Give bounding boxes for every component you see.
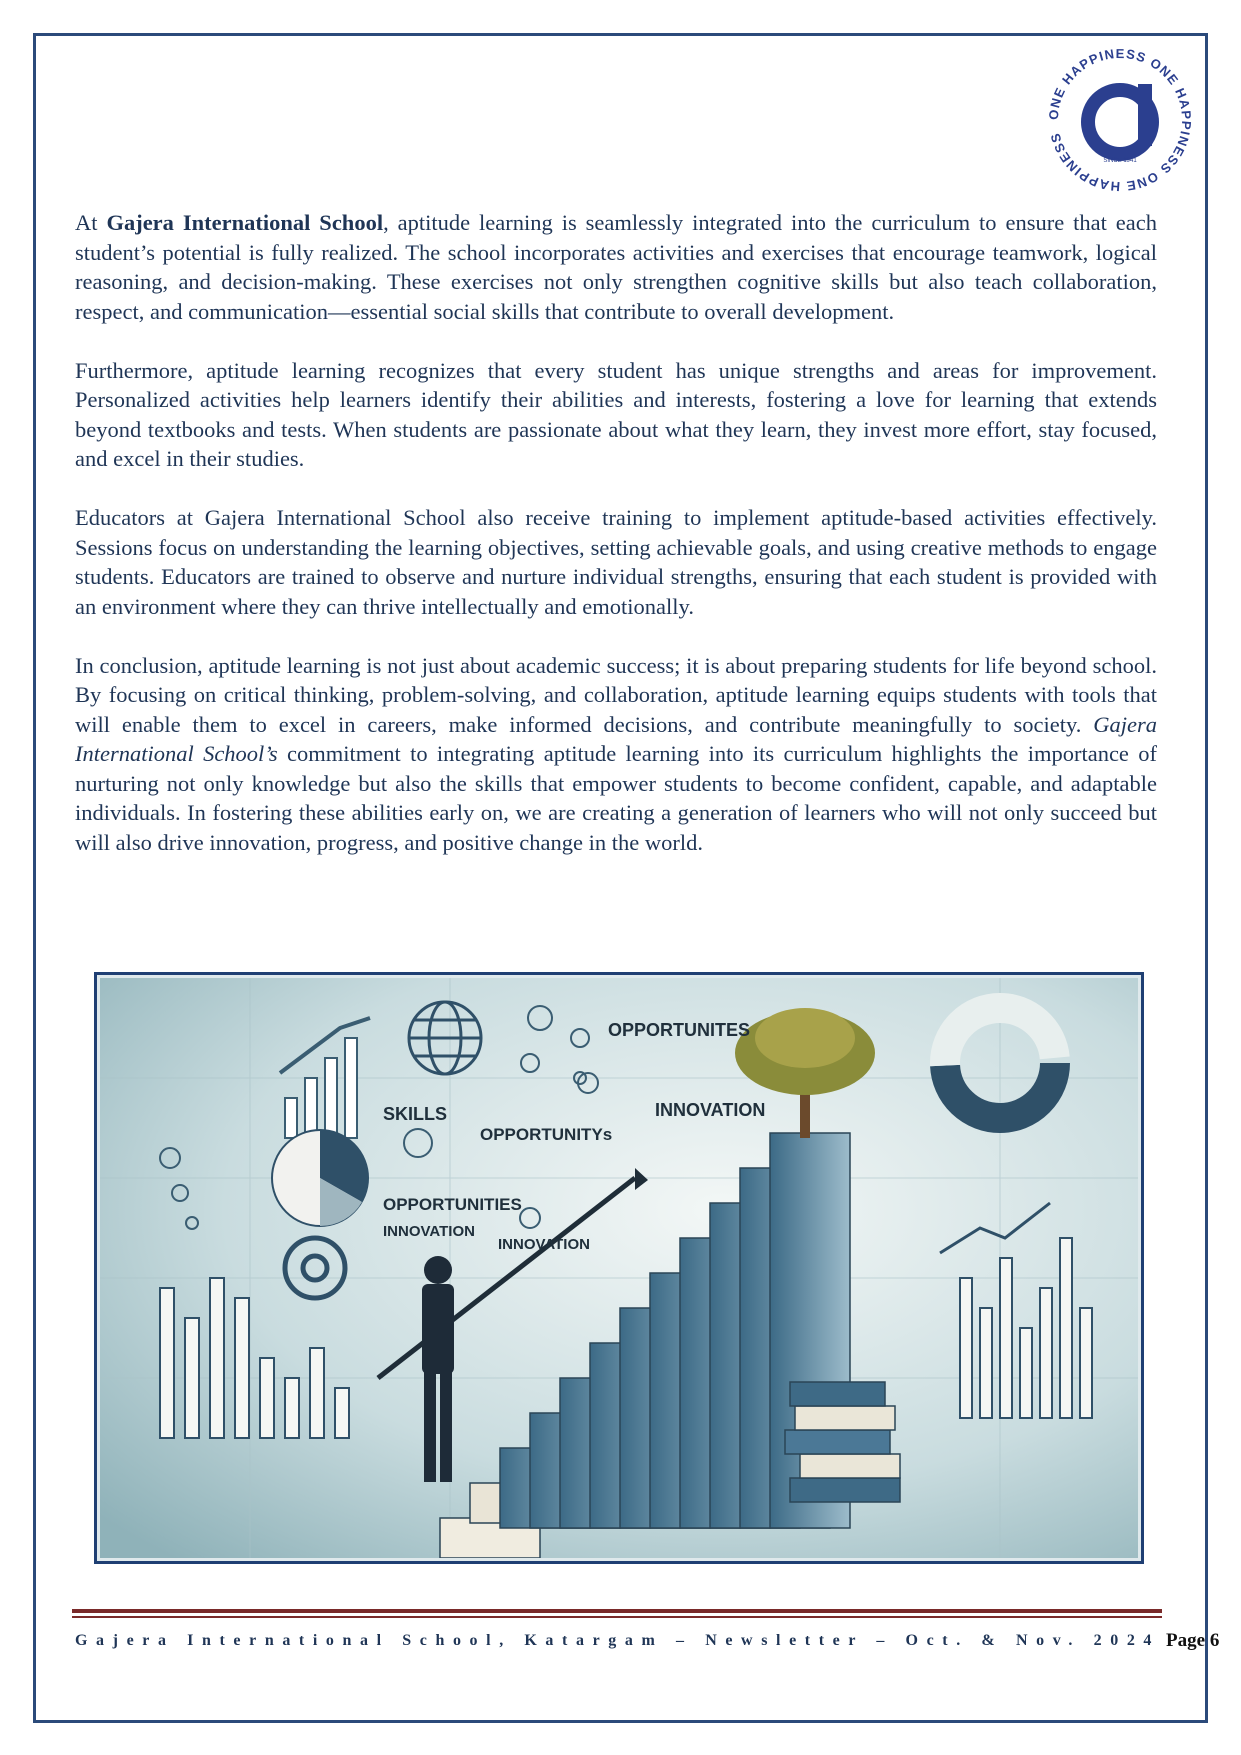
aptitude-illustration [94,972,1144,1564]
label-opportunites-top: OPPORTUNITES [608,1020,751,1040]
p4-text-b: commitment to integrating aptitude learning into its curriculum highlights the importance of nurturing not only knowledge but also the skills that empower students to become confident, capable, and adaptable individuals. In fostering these abilities early on, we are creating a generation of learners who will not only succeed but will also drive innovation, progress, and positive change in the world. [75,741,1157,855]
label-opportunities-left: OPPORTUNITIES [383,1195,522,1214]
logo-since: SINCE 1941 [1103,158,1137,164]
footer-text: Gajera International School, Katargam – Newsletter – Oct. & Nov. 2024 [75,1632,1161,1649]
p1-lead: At [75,210,107,235]
paragraph-4 [75,651,1157,858]
paragraph-2: Furthermore, aptitude learning recognizes that every student has unique strengths and areas for improvement. Personalized activities help learners identify their abilities and interests, fostering a love for learning that extends beyond textbooks and tests. When students are passionate about what they learn, they invest more effort, stay focused, and excel in their studies. [75,357,1157,471]
page-number: Page 6 [1166,1630,1220,1651]
books-stack-icon [785,1382,900,1502]
footer-rule-top [72,1609,1162,1613]
paragraph-3: Educators at Gajera International School also receive training to implement aptitude-based activities effectively. Sessions focus on understanding the learning objectives, setting achievable goals, and using creative methods to engage students. Educators are trained to observe and nurture individual strengths, ensuring that each student is provided with an environment where they can thrive intellectually and emotionally. [75,505,1157,619]
paragraph-1 [75,208,1157,326]
label-innovation-top: INNOVATION [655,1100,766,1120]
footer-rule-bottom [72,1616,1162,1618]
p1-text: , aptitude learning is seamlessly integrated into the curriculum to ensure that each student’s potential is fully realized. The school incorporates activities and exercises that encourage teamwork, logical reasoning, and decision-making. These exercises not only strengthen cognitive skills but also teach collaboration, respect, and communication—essential social skills that contribute to overall development. [75,210,1158,324]
school-name: Gajera International School [106,210,384,235]
label-innovation-mid: INNOVATION [498,1236,590,1253]
p4-text-a: In conclusion, aptitude learning is not just about academic success; it is about preparing students for life beyond school. By focusing on critical thinking, problem-solving, and collaboration, aptitude learning equips students with tools that will enable them to excel in careers, make informed decisions, and contribute meaningfully to society. [75,652,1157,737]
article-body [75,208,1157,887]
label-skills: SKILLS [383,1104,448,1124]
page-footer [75,1626,1220,1656]
logo-ring-text: ONE HAPPINESS ONE HAPPINESS ONE HAPPINESS [1045,45,1195,195]
label-opportunity: OPPORTUNITYs [480,1125,613,1144]
p4-school-italic: Gajera International School’s [75,711,1157,766]
pie-chart-icon [272,1130,368,1226]
school-logo [1040,40,1200,200]
label-innovation-left: INNOVATION [383,1223,475,1240]
